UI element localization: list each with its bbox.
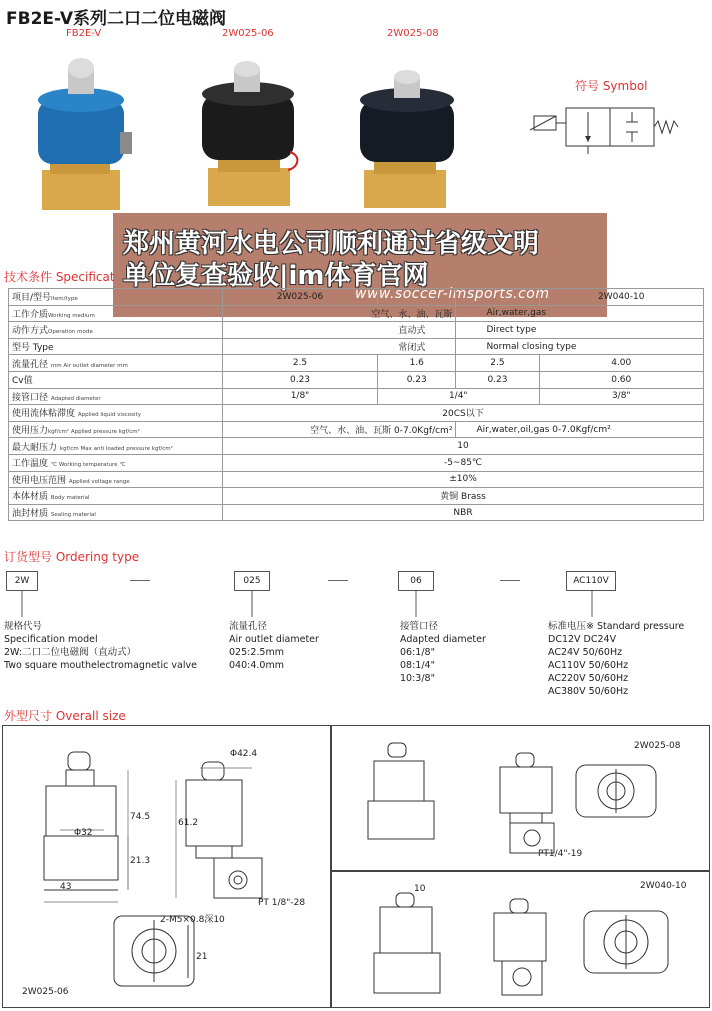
table-row (9, 488, 704, 505)
order-orifice-opt-2: 040:4.0mm (229, 660, 284, 671)
valve-black-image-1 (190, 60, 305, 210)
order-spec-model-en: Specification model (4, 634, 98, 645)
spec-sublabel: Sealing material (50, 512, 96, 519)
order-voltage-opt-4: AC220V 50/60Hz (548, 673, 629, 684)
spec-sublabel: Operation mode (48, 329, 93, 336)
table-row (9, 388, 704, 405)
spec-viscosity: 20CS以下 (223, 405, 704, 422)
spec-cv-1: 0.23 (223, 371, 378, 388)
drawing-label-left: 2W025-06 (22, 987, 69, 997)
spec-cv-4: 0.60 (539, 371, 704, 388)
order-dash (130, 580, 150, 581)
spec-sublabel: Adapted diameter (50, 395, 101, 402)
dim-d32: Φ32 (74, 828, 93, 838)
valve-blue-image (28, 52, 138, 212)
order-spec-model-desc-en: Two square mouthelectromagnetic valve (4, 660, 197, 671)
table-row (9, 322, 704, 339)
table-row (9, 338, 704, 355)
order-orifice-opt-1: 025:2.5mm (229, 647, 284, 658)
spec-type-cn: 常闭式 (223, 338, 456, 355)
spec-sublabel: Working medium (48, 312, 95, 319)
spec-sublabel: Applied voltage range (68, 478, 130, 485)
order-orifice-cn: 流量孔径 (229, 621, 268, 632)
spec-sublabel: Body material (50, 495, 90, 502)
spec-pressure-en: Air,water,oil,gas 0-7.0Kgf/cm² (456, 421, 704, 438)
order-spec-model-desc: 2W:二口二位电磁阀（直动式） (4, 647, 137, 658)
spec-sublabel: mm Air outlet diameter mm (50, 362, 128, 369)
spec-label: 油封材质 (12, 509, 49, 520)
tech-spec-title: 技术条件 Specificat (4, 270, 115, 284)
page-title: FB2E-V系列二口二位电磁阀 (6, 9, 226, 29)
spec-label: 流量孔径 (12, 359, 49, 370)
table-row (9, 504, 704, 521)
spec-sublabel: ℃ Working temperature ℃ (50, 462, 126, 469)
table-row (9, 405, 704, 422)
order-port-opt-1: 06:1/8" (400, 647, 435, 658)
spec-port-3: 3/8" (539, 388, 704, 405)
spec-label: 使用电压范围 (12, 475, 67, 486)
spec-label: 本体材质 (12, 492, 49, 503)
dim-74-5: 74.5 (130, 812, 151, 822)
spec-label: 接管口径 (12, 392, 49, 403)
spec-label: 动作方式 (12, 326, 49, 337)
table-row (9, 438, 704, 455)
dim-pt18: PT 1/8"-28 (258, 898, 306, 908)
spec-header-col-2 (378, 289, 456, 306)
dim-21: 21 (196, 952, 208, 962)
overall-size-title: 外型尺寸 Overall size (4, 709, 126, 723)
drawing-label-bottom-right: 2W040-10 (640, 881, 687, 891)
spec-pressure-cn: 空气、水、油、瓦斯 0-7.0Kgf/cm² (223, 421, 456, 438)
order-connector-lines (12, 591, 632, 621)
spec-orifice-2: 1.6 (378, 355, 456, 372)
spec-label: 最大耐压力 (12, 442, 58, 453)
spec-body: 黄铜 Brass (223, 488, 704, 505)
spec-label: 工作温度 (12, 459, 49, 470)
drawing-2w025-06 (20, 740, 320, 1000)
spec-cv-2: 0.23 (378, 371, 456, 388)
table-row (9, 289, 704, 306)
spec-label: 工作介质 (12, 309, 49, 320)
table-row (9, 471, 704, 488)
dim-61-2: 61.2 (178, 818, 199, 828)
watermark-line-2: 单位复查验收|im体育官网 (123, 261, 429, 291)
drawing-label-top-right: 2W025-08 (634, 741, 681, 751)
spec-header-col-4: 2W040-10 (539, 289, 704, 306)
order-voltage-opt-2: AC24V 50/60Hz (548, 647, 623, 658)
spec-sublabel: kgf/cm Max anti loaded pressure kgf/cm² (59, 445, 173, 452)
model-label-2: 2W025-06 (222, 28, 274, 39)
spec-label: 型号 Type (9, 338, 223, 355)
order-port-opt-3: 10:3/8" (400, 673, 435, 684)
table-row (9, 454, 704, 471)
spec-port-2: 1/4" (378, 388, 539, 405)
spec-voltage: ±10% (223, 471, 704, 488)
order-voltage-opt-5: AC380V 50/60Hz (548, 686, 629, 697)
order-code-series: 2W (6, 571, 38, 591)
spec-orifice-3: 2.5 (456, 355, 539, 372)
spec-temperature: -5~85℃ (223, 454, 704, 471)
order-port-block (400, 620, 486, 685)
spec-sublabel: Applied liquid viscosity (77, 412, 141, 419)
spec-type-en: Normal closing type (456, 338, 704, 355)
table-row (9, 355, 704, 372)
spec-cv-3: 0.23 (456, 371, 539, 388)
order-voltage-block (548, 620, 684, 698)
model-label-3: 2W025-08 (387, 28, 439, 39)
order-dash (328, 580, 348, 581)
dim-d42-4: Φ42.4 (230, 749, 258, 759)
order-voltage-opt-3: AC110V 50/60Hz (548, 660, 629, 671)
order-spec-model-cn: 规格代号 (4, 621, 43, 632)
spec-header-col-3 (456, 289, 539, 306)
table-row (9, 305, 704, 322)
spec-label: 使用流体粘滞度 (12, 409, 76, 420)
order-spec-model-block (4, 620, 197, 672)
watermark-line-1: 郑州黄河水电公司顺利通过省级文明 (123, 229, 540, 259)
spec-port-1: 1/8" (223, 388, 378, 405)
symbol-title: 符号 Symbol (575, 79, 648, 93)
spec-label: 项目/型号 (12, 293, 52, 304)
ordering-title: 订货型号 Ordering type (4, 550, 140, 564)
order-port-en: Adapted diameter (400, 634, 486, 645)
order-code-orifice: 025 (234, 571, 270, 591)
dim-10: 10 (414, 884, 426, 894)
spec-orifice-4: 4.00 (539, 355, 704, 372)
drawing-2w025-08 (360, 735, 700, 865)
order-orifice-block (229, 620, 319, 672)
spec-sublabel: Item/type (51, 296, 78, 303)
order-port-cn: 接管口径 (400, 621, 439, 632)
valve-black-image-2 (352, 70, 462, 210)
order-voltage-opt-1: DC12V DC24V (548, 634, 617, 645)
spec-sublabel: kgf/cm² Applied pressure kgf/cm² (48, 429, 140, 436)
valve-symbol-icon (528, 100, 688, 160)
spec-header-col-1: 2W025-06 (223, 289, 378, 306)
drawing-2w040-10 (360, 885, 700, 1005)
dim-43: 43 (60, 882, 72, 892)
order-orifice-en: Air outlet diameter (229, 634, 319, 645)
spec-operation-en: Direct type (456, 322, 704, 339)
model-label-1: FB2E-V (66, 28, 102, 39)
watermark-url: www.soccer-imsports.com (355, 286, 550, 302)
order-port-opt-2: 08:1/4" (400, 660, 435, 671)
spec-table (8, 288, 704, 521)
spec-medium-en: Air,water,gas (456, 305, 704, 322)
spec-label: Cv值 (9, 371, 223, 388)
order-voltage-title: 标准电压※ Standard pressure (548, 621, 685, 632)
table-row (9, 371, 704, 388)
spec-medium-cn: 空气、水、油、瓦斯 (223, 305, 456, 322)
order-code-port: 06 (398, 571, 434, 591)
dim-m5: 2-M5×0.8深10 (160, 915, 225, 925)
spec-operation-cn: 直动式 (223, 322, 456, 339)
table-row (9, 421, 704, 438)
dim-21-3: 21.3 (130, 856, 151, 866)
order-dash (500, 580, 520, 581)
spec-seal: NBR (223, 504, 704, 521)
spec-max-pressure: 10 (223, 438, 704, 455)
dim-pt14: PT1/4"-19 (538, 849, 583, 859)
spec-orifice-1: 2.5 (223, 355, 378, 372)
spec-label: 使用压力 (12, 426, 49, 437)
order-code-voltage: AC110V (566, 571, 616, 591)
